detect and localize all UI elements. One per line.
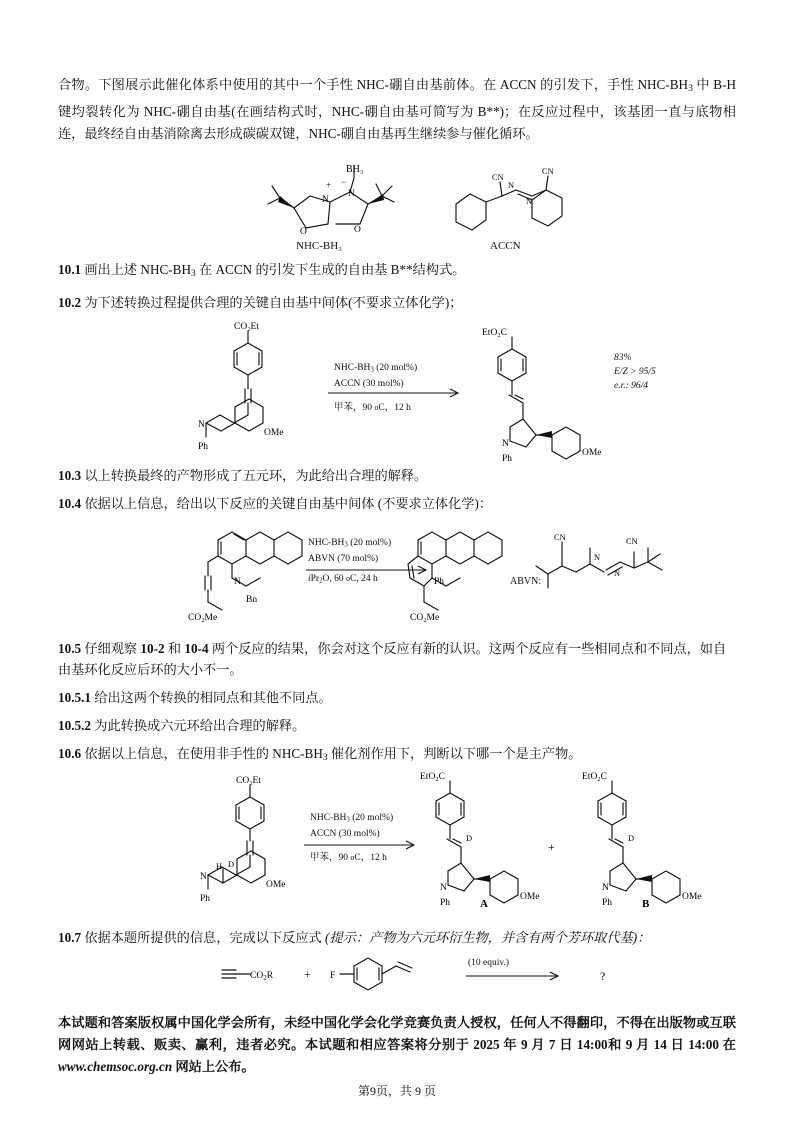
question-10-6: [58, 743, 736, 769]
question-10-5-1-text: 给出这两个转换的相同点和其他不同点。: [94, 689, 332, 705]
question-10-2: [58, 292, 736, 313]
scheme-10-4-drawing: [58, 516, 736, 626]
nhc-bh3-caption: NHC-BH₃: [296, 239, 343, 252]
sm1-label-107: $CO_2R$: [250, 970, 274, 982]
copyright-part-1: 本试题和答案版权属中国化学会所有，未经中国化学会化学竞赛负责人授权，任何人不得翻印，不得在出: [58, 1014, 670, 1030]
question-10-3-text: 以上转换最终的产物形成了五元环，为此给出合理的解释。: [84, 467, 428, 483]
o-label-2: O: [354, 224, 361, 235]
copyright-part-3b: 网站上公布。: [172, 1058, 255, 1074]
question-10-4-text: 依据以上信息，给出以下反应的关键自由基中间体 (不要求立体化学)：: [84, 495, 493, 511]
reagent-1-102: NHC-$BH_3$ (20 mol%): [334, 362, 418, 374]
abvn-n-2: N: [614, 568, 621, 578]
azo-n1: N: [508, 180, 515, 190]
scheme-10-4: [58, 516, 736, 626]
pb-ph-label-106: Ph: [602, 897, 613, 908]
abvn-cn-2: CN: [626, 536, 638, 546]
sm-bn-label-104: Bn: [246, 594, 258, 605]
question-10-7-hint: (提示：产物为六元环衍生物，并含有两个芳环取代基)：: [325, 929, 651, 945]
question-10-2-text: 为下述转换过程提供合理的关键自由基中间体(不要求立体化学)；: [84, 294, 463, 310]
reagent-2-102: ACCN (30 mol%): [334, 378, 404, 389]
scheme-10-6: [58, 771, 736, 921]
sm-ome-label-106: OMe: [266, 879, 286, 890]
product-b-label: B: [642, 897, 650, 910]
reagent-3-106: 甲苯，90 oC，12 h: [310, 852, 387, 863]
scheme-10-7-drawing: [58, 952, 736, 1002]
f-label-107: F: [330, 970, 336, 981]
pb-ome-label-106: OMe: [682, 891, 702, 902]
question-10-5-text: 仔细观察 10-2 和 10-4 两个反应的结果，你会对这个反应有新的认识。这两个反应有一些相同点和不同点，如自由基环化反应后环的大小不一。: [58, 640, 727, 677]
product-a-label: A: [480, 897, 488, 910]
question-10-5-number: 10.5: [58, 640, 82, 656]
pr-ester-label-104: CO₂Me: [410, 612, 440, 623]
sm-ester-label-106: CO₂Et: [236, 775, 261, 786]
pa-n-label-106: N: [440, 882, 447, 893]
reagent-3-102: 甲苯，90 oC，12 h: [334, 402, 411, 413]
question-10-4-number: 10.4: [58, 495, 82, 511]
question-10-5-2-number: 10.5.2: [58, 717, 91, 733]
intro-paragraph: 合物。下图展示此催化体系中使用的其中一个手性 NHC-硼自由基前体。在 ACCN 的引发下，手性 NHC-$BH_3$ 中 B-H 键均裂转化为 NHC-硼自由基(在画结构式时，NHC-硼自由基可简写为 B**)；在反应过程中，该基团一直与底物相连，最终经自由基消除离去形成碳碳双键，NHC-硼自由基再生继续参与催化循环。: [58, 77, 736, 142]
question-10-6-number: 10.6: [58, 745, 82, 761]
sm-ester-label-102: CO₂Et: [234, 321, 259, 332]
pb-ester-label-106: EtO₂C: [582, 771, 607, 782]
pa-ome-label-106: OMe: [520, 891, 540, 902]
question-10-5-2: [58, 715, 736, 736]
minus-charge: −: [341, 176, 347, 187]
pr-n-label-102: N: [502, 438, 509, 449]
question-10-1-text: 画出上述 NHC-$BH_3$ 在 ACCN 的引发下生成的自由基 B**结构式。: [84, 261, 466, 279]
scheme-10-2: [58, 315, 736, 464]
pa-d-label-106: D: [466, 833, 473, 843]
plus-sign-106: +: [548, 839, 555, 854]
question-10-5: [58, 638, 736, 680]
plus-charge: +: [326, 179, 332, 190]
question-10-4: [58, 493, 736, 514]
document-content: [58, 74, 736, 1078]
question-10-7-text: 依据本题所提供的信息，完成以下反应式 (提示：产物为六元环衍生物，并含有两个芳环取代基)：: [84, 929, 651, 945]
scheme-nhc-bh3-accn: [58, 152, 736, 252]
question-10-1: [58, 259, 736, 285]
abvn-label: ABVN:: [510, 575, 542, 587]
reagent-1-104: NHC-$BH_3$ (20 mol%): [308, 537, 392, 549]
reagent-3-104: iPr$_2$O, 60 oC, 24 h: [308, 573, 378, 585]
bh3-label: BH₃: [346, 163, 364, 175]
sm-n-label-106: N: [200, 871, 207, 882]
cn-label-1: CN: [492, 172, 504, 182]
page-number: 第9页，共 9 页: [357, 1084, 436, 1098]
equiv-label-107: (10 equiv.): [468, 957, 510, 968]
plus-sign-107: +: [304, 966, 311, 981]
copyright-note: [58, 1012, 736, 1078]
sm-h-label-106: H: [216, 861, 223, 871]
question-10-5-2-text: 为此转换成六元环给出合理的解释。: [94, 717, 306, 733]
question-10-5-1: [58, 687, 736, 708]
cn-label-2: CN: [542, 166, 554, 176]
n-label-2: N: [348, 188, 355, 199]
scheme-nhc-bh3-accn-drawing: [58, 152, 736, 252]
copyright-part-3a: 和 9 月 14 日 14:00 在: [607, 1036, 736, 1052]
question-10-1-number: 10.1: [58, 261, 82, 277]
question-10-3: [58, 465, 736, 486]
scheme-10-6-drawing: [58, 771, 736, 921]
accn-caption: ACCN: [490, 239, 521, 252]
question-mark-107: ?: [600, 968, 606, 983]
sm-ph-label-102: Ph: [198, 441, 209, 452]
n-label-1: N: [322, 194, 329, 205]
reagent-1-106: NHC-$BH_3$ (20 mol%): [310, 812, 394, 824]
question-10-2-number: 10.2: [58, 294, 82, 310]
question-10-7: [58, 927, 736, 948]
sm-n-label-104: N: [234, 576, 241, 587]
o-label-1: O: [300, 226, 307, 237]
pb-n-label-106: N: [602, 882, 609, 893]
question-10-5-1-number: 10.5.1: [58, 689, 91, 705]
yield-label-102: 83%: [614, 352, 632, 363]
abvn-n-1: N: [594, 552, 601, 562]
sm-n-label-102: N: [198, 419, 205, 430]
sm-ph-label-106: Ph: [200, 893, 211, 904]
question-10-7-number: 10.7: [58, 929, 82, 945]
pr-ph-label-104: Ph: [434, 576, 445, 587]
sm-ester-label-104: CO₂Me: [188, 612, 218, 623]
question-10-6-text: 依据以上信息，在使用非手性的 NHC-$BH_3$ 催化剂作用下，判断以下哪一个是主产物。: [84, 745, 582, 763]
pr-ester-label-102: EtO₂C: [482, 327, 507, 338]
question-10-3-number: 10.3: [58, 467, 82, 483]
copyright-url[interactable]: www.chemsoc.org.cn: [58, 1058, 173, 1074]
sm-ome-label-102: OMe: [264, 427, 284, 438]
scheme-10-7: [58, 952, 736, 1002]
abvn-cn-1: CN: [554, 532, 566, 542]
azo-n2: N: [526, 196, 533, 206]
pb-d-label-106: D: [628, 833, 635, 843]
er-label-102: e.r.: 96/4: [614, 380, 649, 391]
ez-label-102: E/Z > 95/5: [614, 366, 656, 377]
pr-ome-label-102: OMe: [582, 447, 602, 458]
pa-ph-label-106: Ph: [440, 897, 451, 908]
reagent-2-106: ACCN (30 mol%): [310, 828, 380, 839]
pa-ester-label-106: EtO₂C: [420, 771, 445, 782]
sm-d-label-106: D: [228, 859, 235, 869]
copyright-part-2: 版物或互联网网站上转载、贩卖、赢利，违者必究。本试题和相应答案将分别于 2025 年 9 月 7 日 14:00: [58, 1014, 736, 1052]
pr-ph-label-102: Ph: [502, 453, 513, 464]
reagent-2-104: ABVN (70 mol%): [308, 553, 379, 564]
